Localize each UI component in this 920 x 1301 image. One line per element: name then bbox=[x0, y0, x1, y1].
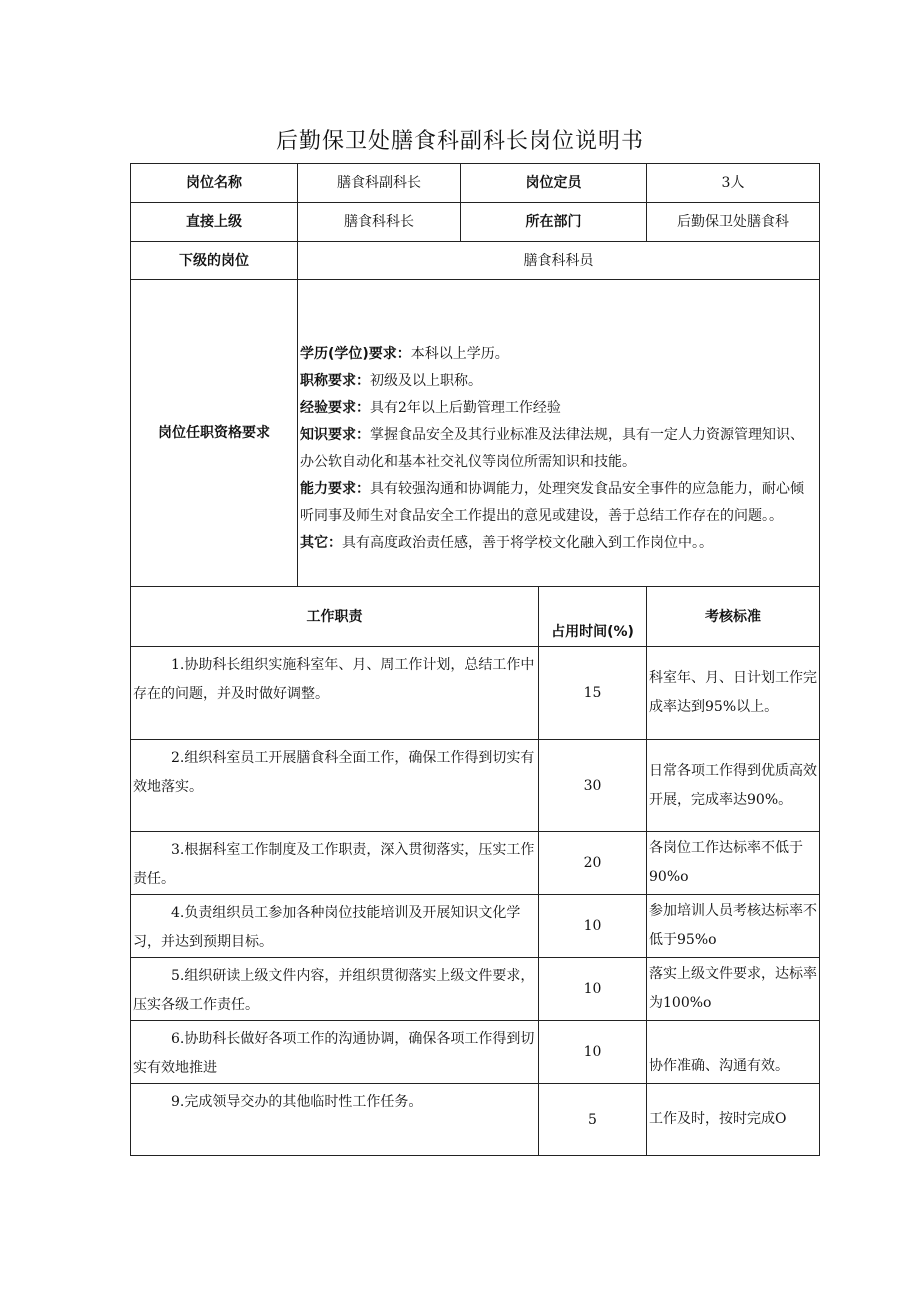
position-name-value: 膳食科副科长 bbox=[298, 164, 461, 203]
duty-row-text: 4.负责组织员工参加各种岗位技能培训及开展知识文化学习，并达到预期目标。 bbox=[131, 895, 539, 958]
duty-row-time: 10 bbox=[539, 958, 647, 1021]
subordinate-value: 膳食科科员 bbox=[298, 242, 820, 280]
duty-row-text: 5.组织研读上级文件内容，并组织贯彻落实上级文件要求，压实各级工作责任。 bbox=[131, 958, 539, 1021]
duty-row-time: 20 bbox=[539, 832, 647, 895]
duty-row-standard: 日常各项工作得到优质高效开展，完成率达90%。 bbox=[647, 740, 820, 832]
duty-row-time: 30 bbox=[539, 740, 647, 832]
headcount-value: 3人 bbox=[647, 164, 820, 203]
qualification-other: 其它：具有高度政治责任感，善于将学校文化融入到工作岗位中。。 bbox=[300, 535, 713, 551]
duty-row-standard: 各岗位工作达标率不低于90%o bbox=[647, 832, 820, 895]
duties-header-standard: 考核标准 bbox=[647, 587, 820, 647]
qualification-title: 职称要求：初级及以上职称。 bbox=[300, 373, 482, 389]
page-title: 后勤保卫处膳食科副科长岗位说明书 bbox=[275, 129, 644, 154]
qualifications-content bbox=[298, 280, 820, 587]
department-value: 后勤保卫处膳食科 bbox=[647, 203, 820, 242]
duty-row-time: 10 bbox=[539, 895, 647, 958]
duty-row-time: 10 bbox=[539, 1021, 647, 1084]
duty-row-text: 1.协助科长组织实施科室年、月、周工作计划，总结工作中存在的问题，并及时做好调整。 bbox=[131, 647, 539, 740]
qualification-experience: 经验要求：具有2年以上后勤管理工作经验 bbox=[300, 400, 561, 416]
duty-row-text: 6.协助科长做好各项工作的沟通协调，确保各项工作得到切实有效地推进 bbox=[131, 1021, 539, 1084]
subordinate-label: 下级的岗位 bbox=[131, 242, 298, 280]
supervisor-value: 膳食科科长 bbox=[298, 203, 461, 242]
duty-row-text: 2.组织科室员工开展膳食科全面工作，确保工作得到切实有效地落实。 bbox=[131, 740, 539, 832]
qualifications-label: 岗位任职资格要求 bbox=[131, 280, 298, 587]
duty-row-standard: 参加培训人员考核达标率不低于95%o bbox=[647, 895, 820, 958]
qualification-ability: 能力要求：具有较强沟通和协调能力，处理突发食品安全事件的应急能力，耐心倾听同事及师生对食品安全工作提出的意见或建设，善于总结工作存在的问题。。 bbox=[300, 481, 804, 524]
duties-header-duty: 工作职责 bbox=[131, 587, 539, 647]
duty-row-standard: 落实上级文件要求，达标率为100%o bbox=[647, 958, 820, 1021]
qualification-education: 学历(学位)要求：本科以上学历。 bbox=[300, 346, 509, 362]
qualification-knowledge: 知识要求：掌握食品安全及其行业标准及法律法规，具有一定人力资源管理知识、办公软自动化和基本社交礼仪等岗位所需知识和技能。 bbox=[300, 427, 804, 470]
position-name-label: 岗位名称 bbox=[131, 164, 298, 203]
duties-header-time: 占用时间(%) bbox=[539, 587, 647, 647]
duty-row-standard: 协作准确、沟通有效。 bbox=[647, 1021, 820, 1084]
supervisor-label: 直接上级 bbox=[131, 203, 298, 242]
department-label: 所在部门 bbox=[461, 203, 647, 242]
duties-table bbox=[130, 586, 820, 1156]
duty-row-text: 3.根据科室工作制度及工作职责，深入贯彻落实，压实工作责任。 bbox=[131, 832, 539, 895]
duty-row-time: 15 bbox=[539, 647, 647, 740]
duty-row-standard: 工作及时，按时完成O bbox=[647, 1084, 820, 1156]
headcount-label: 岗位定员 bbox=[461, 164, 647, 203]
duty-row-text: 9.完成领导交办的其他临时性工作任务。 bbox=[131, 1084, 539, 1156]
duty-row-time: 5 bbox=[539, 1084, 647, 1156]
info-table bbox=[130, 163, 820, 587]
duty-row-standard: 科室年、月、日计划工作完成率达到95%以上。 bbox=[647, 647, 820, 740]
